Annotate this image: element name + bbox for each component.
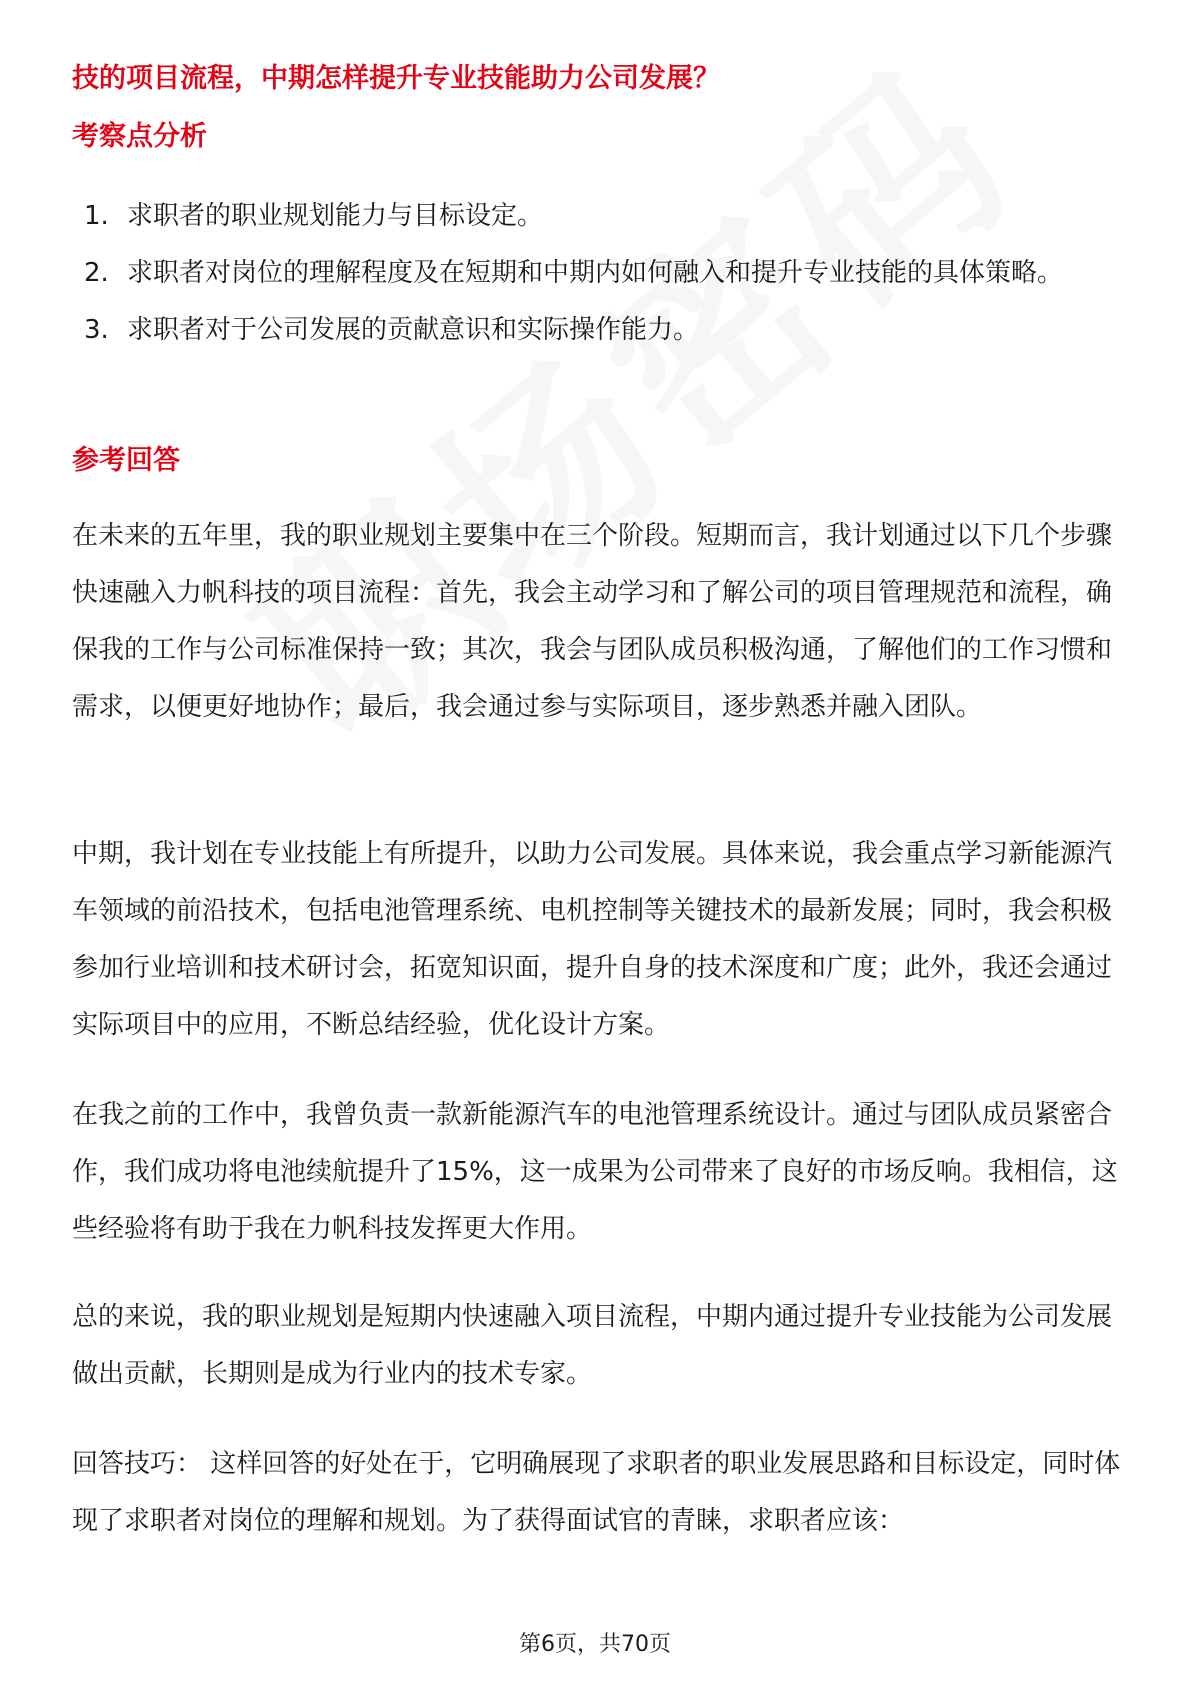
list-item	[72, 245, 1122, 302]
answer-paragraph: 中期，我计划在专业技能上有所提升，以助力公司发展。具体来说，我会重点学习新能源汽车领域的前沿技术，包括电池管理系统、电机控制等关键技术的最新发展；同时，我会积极参加行业培训和技术研讨会，拓宽知识面，提升自身的技术深度和广度；此外，我还会通过实际项目中的应用，不断总结经验，优化设计方案。	[72, 839, 1113, 1040]
list-item-number: 1.	[84, 201, 109, 231]
list-item-text: 求职者的职业规划能力与目标设定。	[127, 201, 544, 231]
question-title: 技的项目流程，中期怎样提升专业技能助力公司发展？	[72, 63, 720, 94]
list-item-number: 2.	[84, 258, 109, 288]
answer-paragraph: 在未来的五年里，我的职业规划主要集中在三个阶段。短期而言，我计划通过以下几个步骤快速融入力帆科技的项目流程：首先，我会主动学习和了解公司的项目管理规范和流程，确保我的工作与公司标准保持一致；其次，我会与团队成员积极沟通，了解他们的工作习惯和需求，以便更好地协作；最后，我会通过参与实际项目，逐步熟悉并融入团队。	[72, 521, 1113, 722]
answer-tips-paragraph: 回答技巧： 这样回答的好处在于，它明确展现了求职者的职业发展思路和目标设定，同时体现了求职者对岗位的理解和规划。为了获得面试官的青睐，求职者应该：	[72, 1449, 1121, 1536]
answer-heading: 参考回答	[72, 445, 180, 476]
answer-paragraph: 在我之前的工作中，我曾负责一款新能源汽车的电池管理系统设计。通过与团队成员紧密合作，我们成功将电池续航提升了15%，这一成果为公司带来了良好的市场反响。我相信，这些经验将有助于我在力帆科技发挥更大作用。	[72, 1100, 1118, 1244]
list-item-number: 3.	[84, 315, 109, 345]
page-number: 第6页，共70页	[519, 1632, 671, 1657]
analysis-list	[72, 188, 1122, 359]
list-item-text: 求职者对于公司发展的贡献意识和实际操作能力。	[127, 315, 700, 345]
list-item-text: 求职者对岗位的理解程度及在短期和中期内如何融入和提升专业技能的具体策略。	[127, 258, 1064, 288]
analysis-heading: 考察点分析	[72, 121, 207, 152]
answer-paragraph: 总的来说，我的职业规划是短期内快速融入项目流程，中期内通过提升专业技能为公司发展做出贡献，长期则是成为行业内的技术专家。	[72, 1302, 1113, 1389]
list-item	[72, 188, 1122, 245]
list-item	[72, 302, 1122, 359]
